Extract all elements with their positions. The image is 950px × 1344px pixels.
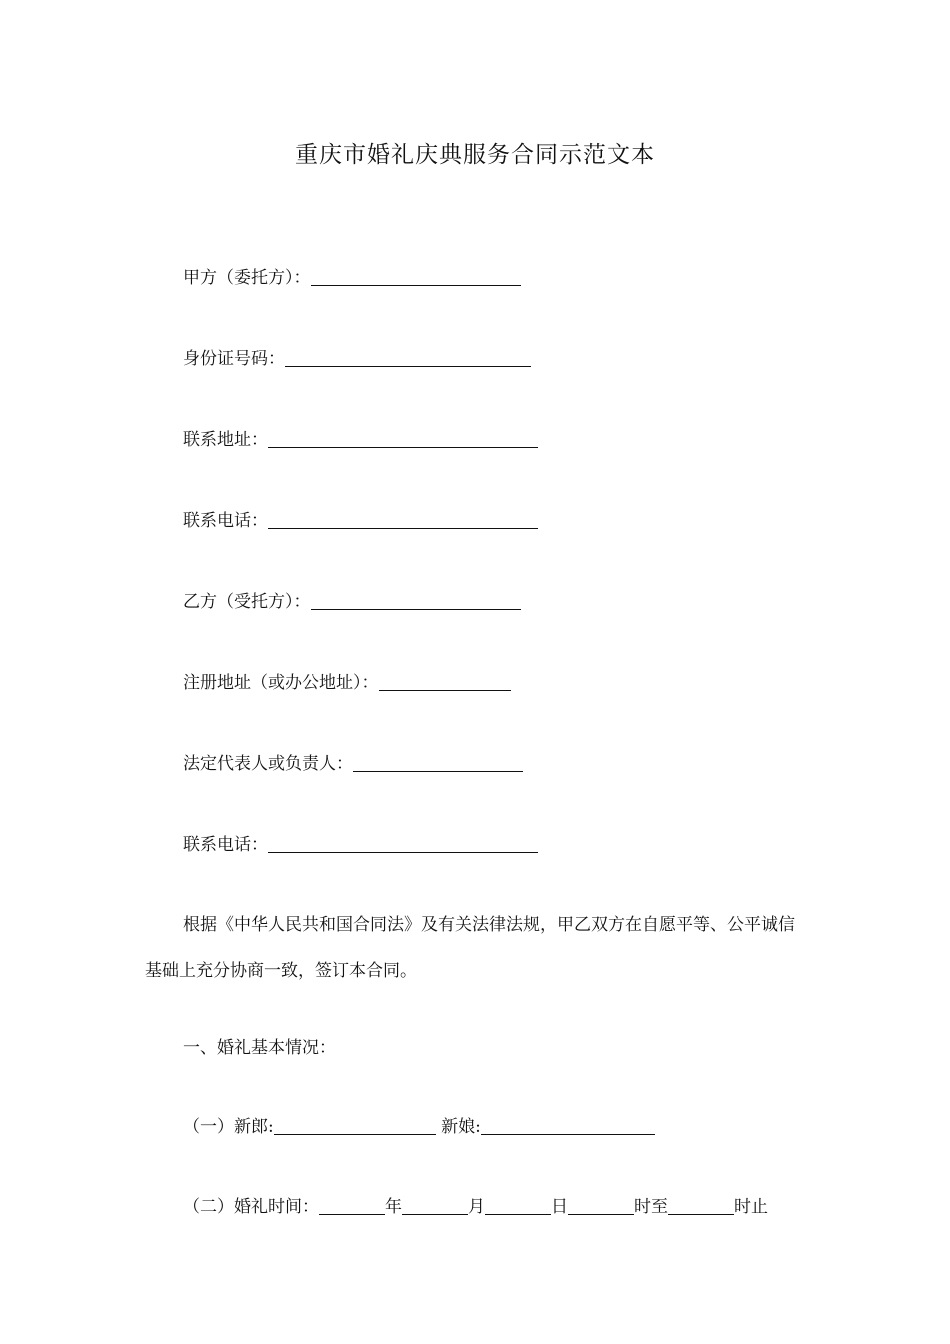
blank-groom[interactable] (274, 1116, 436, 1135)
field-phone-b (183, 833, 538, 857)
blank-year[interactable] (319, 1196, 385, 1215)
field-phone-a (183, 509, 538, 533)
blank-hour-start[interactable] (568, 1196, 634, 1215)
hour-end-label: 时止 (734, 1197, 768, 1217)
groom-label: （一）新郎: (183, 1117, 274, 1137)
field-label: 联系地址： (183, 430, 268, 450)
bride-label: 新娘: (441, 1117, 481, 1137)
blank-bride[interactable] (481, 1116, 655, 1135)
blank-legal-rep[interactable] (353, 753, 523, 772)
blank-hour-end[interactable] (668, 1196, 734, 1215)
item-groom-bride (183, 1115, 655, 1139)
field-label: 身份证号码： (183, 349, 285, 369)
year-label: 年 (385, 1197, 402, 1217)
field-label: 法定代表人或负责人： (183, 754, 353, 774)
field-label: 注册地址（或办公地址）： (183, 673, 379, 693)
field-label: 联系电话： (183, 835, 268, 855)
blank-phone-b[interactable] (268, 834, 538, 853)
field-party-a (183, 266, 521, 290)
blank-day[interactable] (485, 1196, 551, 1215)
day-label: 日 (551, 1197, 568, 1217)
item-wedding-time (183, 1195, 768, 1219)
blank-month[interactable] (402, 1196, 468, 1215)
field-id-number (183, 347, 531, 371)
field-party-b (183, 590, 521, 614)
document-title: 重庆市婚礼庆典服务合同示范文本 (295, 142, 655, 168)
field-reg-address (183, 671, 511, 695)
blank-id-number[interactable] (285, 348, 531, 367)
field-label: 甲方（委托方）： (183, 268, 311, 288)
month-label: 月 (468, 1197, 485, 1217)
blank-party-a[interactable] (311, 267, 521, 286)
hour-to-label: 时至 (634, 1197, 668, 1217)
blank-party-b[interactable] (311, 591, 521, 610)
field-label: 联系电话： (183, 511, 268, 531)
blank-phone-a[interactable] (268, 510, 538, 529)
field-address-a (183, 428, 538, 452)
section1-heading: 一、婚礼基本情况： (183, 1038, 336, 1058)
blank-reg-address[interactable] (379, 672, 511, 691)
blank-address-a[interactable] (268, 429, 538, 448)
intro-paragraph: 根据《中华人民共和国合同法》及有关法律法规，甲乙双方在自愿平等、公平诚信基础上充分协商一致，签订本合同。 (145, 915, 795, 981)
time-label: （二）婚礼时间： (183, 1197, 319, 1217)
field-legal-rep (183, 752, 523, 776)
field-label: 乙方（受托方）： (183, 592, 311, 612)
